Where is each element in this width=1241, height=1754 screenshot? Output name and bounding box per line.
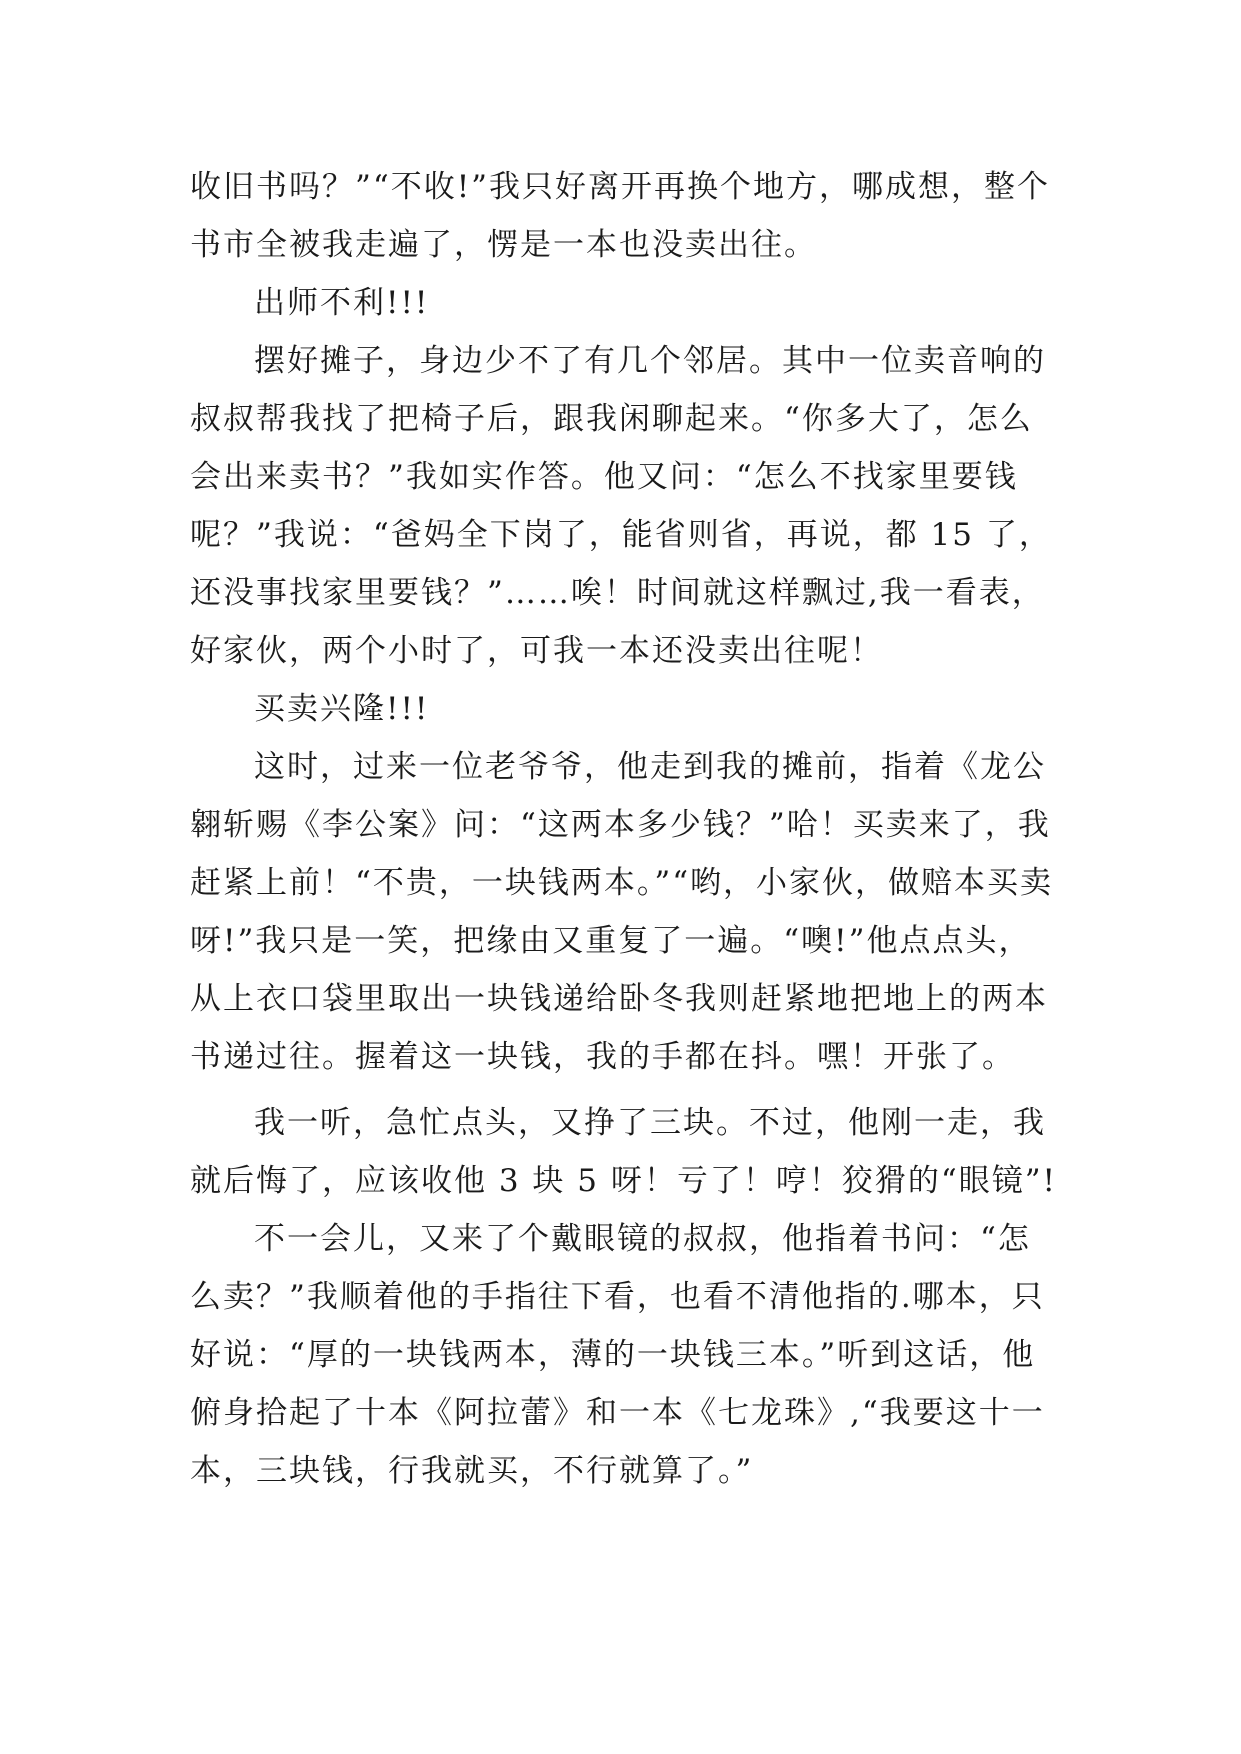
paragraph: 收旧书吗？”“不收!”我只好离开再换个地方，哪成想，整个书市全被我走遍了，愣是一本也没卖出往。 xyxy=(190,169,1050,263)
paragraph: 我一听，急忙点头，又挣了三块。不过，他刚一走，我就后悔了，应该收他 3 块 5 呀！亏了！哼！狡猾的“眼镜”! xyxy=(190,1105,1058,1199)
paragraph-gap xyxy=(190,1086,1060,1094)
document-body xyxy=(190,158,1060,1500)
section-heading: 买卖兴隆!!! xyxy=(254,691,430,727)
paragraph: 不一会儿，又来了个戴眼镜的叔叔，他指着书问：“怎么卖？”我顺着他的手指往下看，也看不清他指的.哪本，只好说：“厚的一块钱两本，薄的一块钱三本。”听到这话，他俯身拾起了十本《阿拉蕾》和一本《七龙珠》,“我要这十一本，三块钱，行我就买，不行就算了。” xyxy=(190,1221,1045,1489)
paragraph: 摆好摊子，身边少不了有几个邻居。其中一位卖音响的叔叔帮我找了把椅子后，跟我闲聊起来。“你多大了，怎么会出来卖书？”我如实作答。他又问：“怎么不找家里要钱呢？”我说：“爸妈全下岗了，能省则省，再说，都 15 了，还没事找家里要钱？”……唉！时间就这样飘过,我一看表，好家伙，两个小时了，可我一本还没卖出往呢！ xyxy=(190,343,1052,669)
paragraph: 这时，过来一位老爷爷，他走到我的摊前，指着《龙公翱斩赐《李公案》问：“这两本多少钱？”哈！买卖来了，我赶紧上前！“不贵，一块钱两本。”“哟，小家伙，做赔本买卖呀!”我只是一笑，把缘由又重复了一遍。“噢!”他点点头，从上衣口袋里取出一块钱递给卧冬我则赶紧地把地上的两本书递过往。握着这一块钱，我的手都在抖。嘿！开张了。 xyxy=(190,749,1054,1075)
section-heading: 出师不利!!! xyxy=(254,285,430,321)
